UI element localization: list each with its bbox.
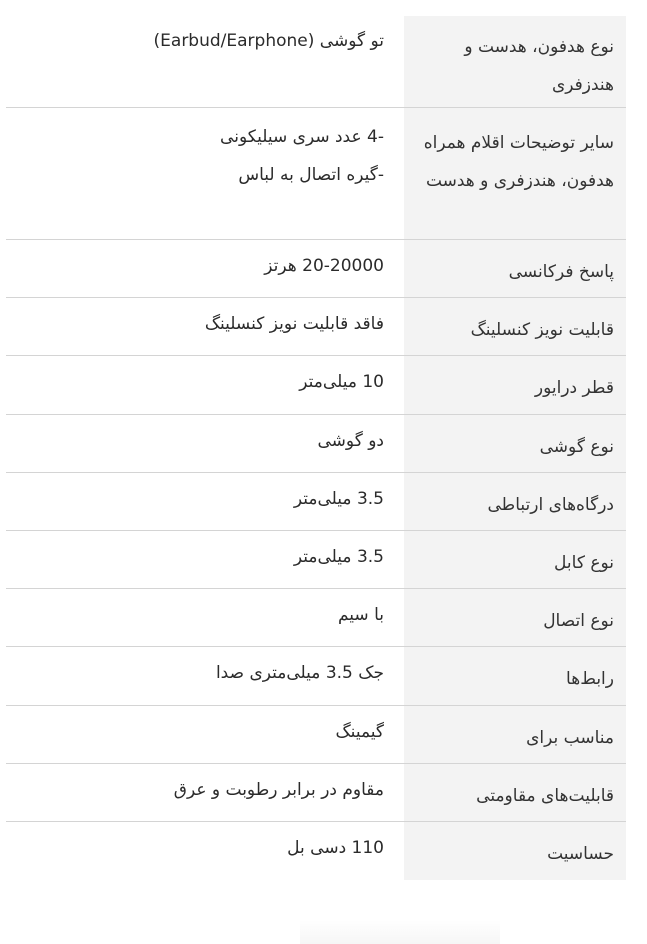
spec-row (6, 16, 626, 108)
spec-row (6, 647, 626, 706)
spec-key: رابط‌ها (404, 647, 626, 705)
spec-key: مناسب برای (404, 706, 626, 763)
spec-row (6, 473, 626, 531)
spec-key: قطر درایور (404, 356, 626, 414)
spec-value: 20-20000 هرتز (264, 256, 384, 276)
spec-key: حساسیت (404, 822, 626, 880)
spec-key: سایر توضیحات اقلام همراه هدفون، هندزفری و هدست (404, 108, 626, 239)
spec-value: جک 3.5 میلی‌متری صدا (215, 663, 384, 683)
spec-key: درگاه‌های ارتباطی (404, 473, 626, 530)
spec-value (6, 16, 404, 107)
spec-value-line: -گیره اتصال به لباس (238, 165, 384, 185)
spec-row (6, 298, 626, 356)
spec-row (6, 531, 626, 589)
spec-key: نوع کابل (404, 531, 626, 588)
spec-value: 110 دسی بل (287, 838, 384, 858)
spec-value: گیمینگ (335, 722, 384, 742)
spec-row (6, 764, 626, 822)
spec-value: با سیم (337, 605, 384, 625)
spec-row (6, 240, 626, 298)
spec-key: نوع گوشی (404, 415, 626, 472)
page-bottom-shade (300, 920, 500, 944)
spec-value: فاقد قابلیت نویز کنسلینگ (204, 314, 384, 334)
spec-value: 3.5 میلی‌متر (293, 547, 384, 567)
spec-value: 10 میلی‌متر (299, 372, 384, 392)
spec-row (6, 589, 626, 647)
spec-value: مقاوم در برابر رطوبت و عرق (173, 780, 384, 800)
spec-value-line: -4 عدد سری سیلیکونی (220, 127, 384, 147)
spec-value (6, 108, 404, 239)
spec-key: قابلیت نویز کنسلینگ (404, 298, 626, 355)
spec-key: پاسخ فرکانسی (404, 240, 626, 297)
spec-row (6, 415, 626, 473)
spec-value: 3.5 میلی‌متر (293, 489, 384, 509)
spec-value: دو گوشی (317, 431, 384, 451)
spec-row (6, 822, 626, 880)
spec-key: نوع هدفون، هدست و هندزفری (404, 16, 626, 107)
spec-row (6, 108, 626, 240)
spec-value-line: تو گوشی (Earbud/Earphone) (153, 31, 384, 51)
spec-row (6, 706, 626, 764)
spec-key: نوع اتصال (404, 589, 626, 646)
specifications-table (6, 16, 626, 880)
spec-row (6, 356, 626, 415)
spec-key: قابلیت‌های مقاومتی (404, 764, 626, 821)
